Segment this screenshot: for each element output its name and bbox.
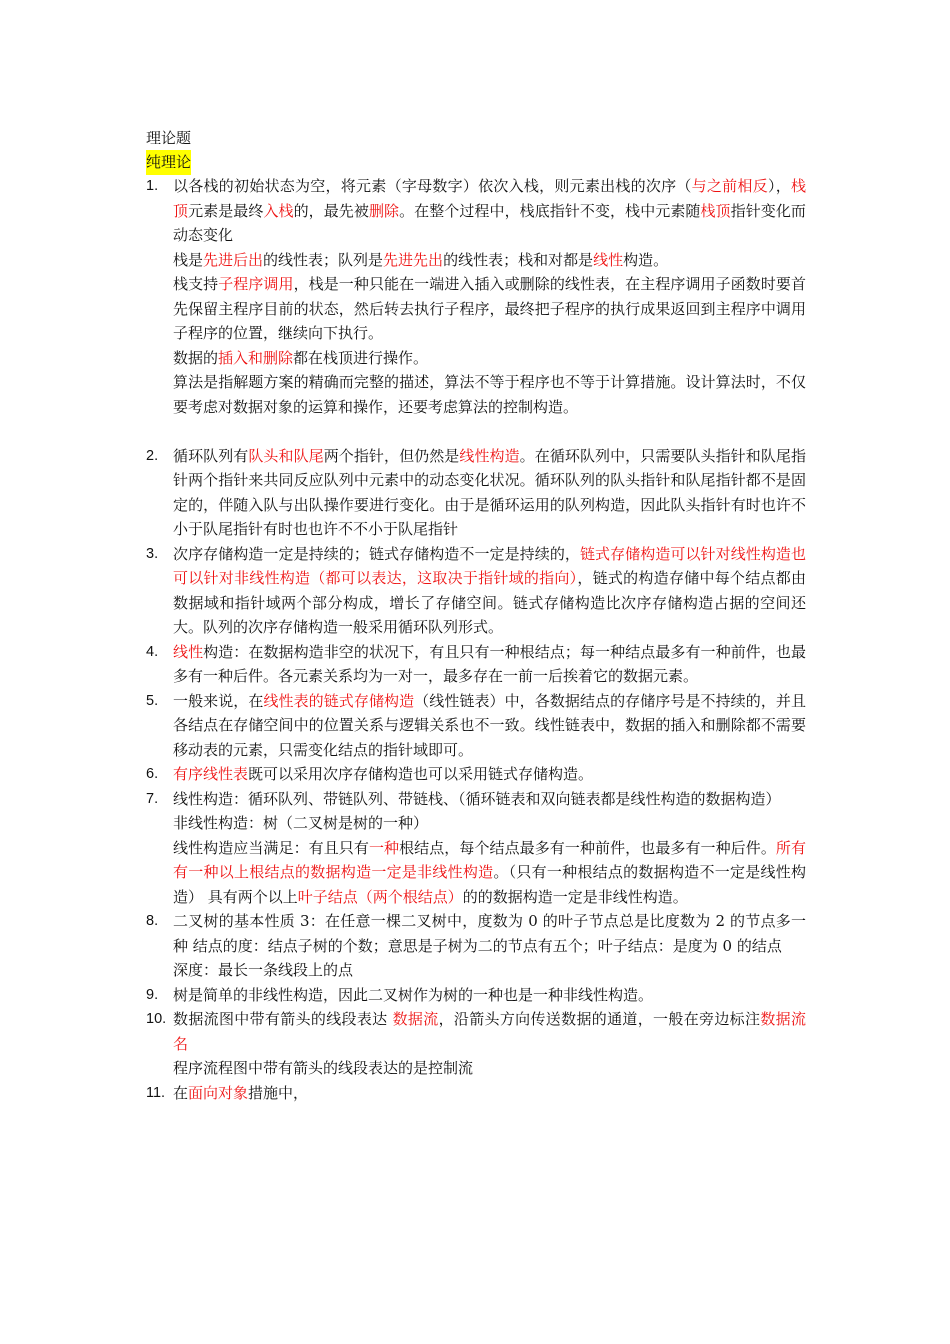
list-item-number: 2. (146, 447, 159, 464)
list-item-number: 6. (146, 766, 159, 782)
text-run: 数据流图中带有箭头的线段表达 (173, 1010, 393, 1028)
highlighted-term: 线性表的链式存储构造 (263, 691, 415, 710)
highlighted-term: 线性构造 (459, 446, 520, 465)
list-item (146, 1081, 806, 1106)
blank-line (146, 419, 806, 444)
text-run: ，链式的构造存储中每个结点都由数据域和指针域两个部分构成，增长了存储空间。链式存储构造比次序存储构造占据的空间还大。队列的次序存储构造一般采用循环队列形式。 (173, 569, 806, 636)
list-item-paragraph (173, 811, 806, 836)
text-run: 都在栈顶进行操作。 (293, 348, 429, 367)
list-item (146, 640, 806, 689)
list-item (146, 444, 806, 542)
list-item-paragraph (173, 248, 806, 273)
text-run: 的的数据构造一定是非线性构造。 (462, 887, 688, 906)
text-run: 二叉树的基本性质 3：在任意一棵二叉树中，度数为 0 的叶子节点总是比度数为 2 的节点多一种 结点的度：结点子树的个数；意思是子树为二的节点有五个；叶子结点：是度为 0 的结点 (173, 912, 806, 955)
list-item-paragraph (173, 444, 806, 542)
text-run: 。在循环队列中，只需要队头指针和队尾指针两个指针来共同反应队列中元素中的动态变化状况。循环队列的队头指针和队尾指针都不是固定的，伴随入队与出队操作要进行变化。由于是循环运用的队列构造，因此队头指针有时也许不小于队尾指针有时也也许不不小于队尾指针 (173, 446, 806, 538)
highlighted-term: 子程序调用 (218, 275, 294, 293)
list-item-number: 3. (146, 545, 159, 562)
list-item-paragraph (173, 958, 806, 983)
highlighted-term: 有序线性表 (173, 765, 249, 783)
highlighted-term: 栈顶 (700, 201, 731, 220)
list-item (146, 689, 806, 763)
list-item (146, 787, 806, 910)
text-run: ，沿箭头方向传送数据的通道，一般在旁边标注 (438, 1010, 761, 1028)
text-run: 两个指针，但仍然是 (323, 446, 460, 465)
list-item-paragraph (173, 762, 806, 787)
highlighted-subheading: 纯理论 (146, 150, 191, 175)
list-item-number: 10. (146, 1011, 167, 1027)
list-item (146, 174, 806, 419)
list-item-paragraph (173, 983, 806, 1008)
highlighted-term: 叶子结点（两个根结点） (297, 887, 463, 906)
list-item-paragraph (173, 1056, 806, 1081)
text-run: 元素是最终 (188, 201, 264, 220)
highlighted-term: 数据流 (392, 1010, 439, 1028)
highlighted-term: 面向对象 (188, 1083, 249, 1102)
text-run: 在 (173, 1083, 189, 1102)
text-run: 措施中， (248, 1083, 309, 1102)
text-run: 算法是指解题方案的精确而完整的描述，算法不等于程序也不等于计算措施。设计算法时，不仅要考虑对数据对象的运算和操作，还要考虑算法的控制构造。 (173, 373, 806, 416)
list-item (146, 542, 806, 640)
list-item-paragraph (173, 174, 806, 248)
text-run: 程序流程图中带有箭头的线段表达的是控制流 (173, 1059, 474, 1077)
list-item-number: 1. (146, 178, 159, 194)
highlighted-term: 入栈 (263, 201, 294, 220)
list-item (146, 762, 806, 787)
text-run: 的线性表；栈和对都是 (443, 250, 594, 269)
highlighted-term: 栈顶 (173, 177, 806, 220)
text-run: 的，最先被 (293, 201, 369, 220)
list-item-paragraph (173, 1081, 806, 1106)
list-item-number: 5. (146, 692, 159, 709)
highlighted-term: 链式存储构造可以针对线性构造也可以针对非线性构造（都可以表达，这取决于指针域的指向） (173, 544, 806, 587)
text-run: 线性构造：循环队列、带链队列、带链栈、（循环链表和双向链表都是线性构造的数据构造） (173, 789, 781, 808)
text-run: 线性构造应当满足：有且只有 (173, 838, 369, 857)
list-item-number: 7. (146, 790, 159, 807)
text-run: 构造。 (623, 250, 669, 269)
text-run: 深度：最长一条线段上的点 (173, 961, 354, 979)
numbered-list (146, 174, 806, 1105)
highlighted-term: 数据流名 (173, 1010, 806, 1053)
list-item-paragraph (173, 909, 806, 958)
list-item-number: 4. (146, 643, 159, 660)
text-run: 树是简单的非线性构造，因此二叉树作为树的一种也是一种非线性构造。 (173, 985, 654, 1004)
text-run: 。（只有一种根结点的数据构造不一定是线性构造） 具有两个以上 (173, 863, 806, 906)
text-run: 指针变化而动态变化 (173, 201, 806, 244)
highlighted-term: 一种 (368, 838, 400, 857)
list-item-paragraph (173, 272, 806, 346)
highlighted-term: 删除 (368, 201, 400, 220)
list-item-paragraph (173, 1007, 806, 1056)
text-run: 的线性表；队列是 (263, 250, 384, 269)
highlighted-term: 线性 (593, 250, 624, 269)
list-item-paragraph (173, 542, 806, 640)
text-run: 栈是 (173, 250, 204, 269)
list-item-number: 9. (146, 986, 159, 1003)
highlighted-term: 与之前相反 (691, 177, 768, 195)
list-item-paragraph (173, 787, 806, 812)
highlighted-term: 线性 (173, 642, 204, 661)
text-run: 根结点，每个结点最多有一种前件，也最多有一种后件。 (399, 838, 776, 857)
page-heading: 理论题 (146, 129, 192, 147)
text-run: ）， (767, 177, 791, 195)
highlighted-term: 先进后出 (203, 250, 264, 269)
text-run: 次序存储构造一定是持续的；链式存储构造不一定是持续的， (173, 544, 580, 563)
highlighted-term: 插入和删除 (218, 348, 294, 367)
text-run: （线性链表）中，各数据结点的存储序号是不持续的，并且各结点在存储空间中的位置关系与逻辑关系也不一致。线性链表中，数据的插入和删除都不需要移动表的元素，只需变化结点的指针域即可。 (173, 691, 806, 759)
text-run: 非线性构造：树（二叉树是树的一种） (173, 814, 429, 832)
text-run: ，栈是一种只能在一端进入插入或删除的线性表，在主程序调用子函数时要首先保留主程序目前的状态，然后转去执行子程序，最终把子程序的执行成果返回到主程序中调用子程序的位置，继续向下执行。 (173, 275, 806, 342)
text-run: 数据的 (173, 348, 219, 367)
list-item (146, 983, 806, 1008)
list-item-number: 11. (146, 1084, 166, 1101)
list-item (146, 1007, 806, 1081)
list-item-paragraph (173, 346, 806, 371)
text-run: 既可以采用次序存储构造也可以采用链式存储构造。 (248, 765, 594, 783)
text-run: 栈支持 (173, 275, 219, 293)
list-item-number: 8. (146, 913, 159, 929)
list-item-paragraph (173, 689, 806, 763)
list-item-paragraph (173, 640, 806, 689)
text-run: 构造：在数据构造非空的状况下，有且只有一种根结点；每一种结点最多有一种前件，也最多有一种后件。各元素关系均为一对一，最多存在一前一后挨着它的数据元素。 (173, 642, 806, 685)
text-run: 。在整个过程中，栈底指针不变，栈中元素随 (399, 201, 701, 220)
list-item (146, 909, 806, 983)
text-run: 一般来说，在 (173, 691, 264, 710)
text-run: 循环队列有 (173, 446, 249, 465)
highlighted-term: 队头和队尾 (248, 446, 324, 465)
list-item-paragraph (173, 370, 806, 419)
text-run: 以各栈的初始状态为空，将元素（字母数字）依次入栈，则元素出栈的次序（ (173, 177, 692, 195)
highlighted-term: 先进先出 (383, 250, 444, 269)
list-item-paragraph (173, 836, 806, 910)
highlighted-term: 所有有一种以上根结点的数据构造一定是非线性构造 (173, 838, 806, 881)
